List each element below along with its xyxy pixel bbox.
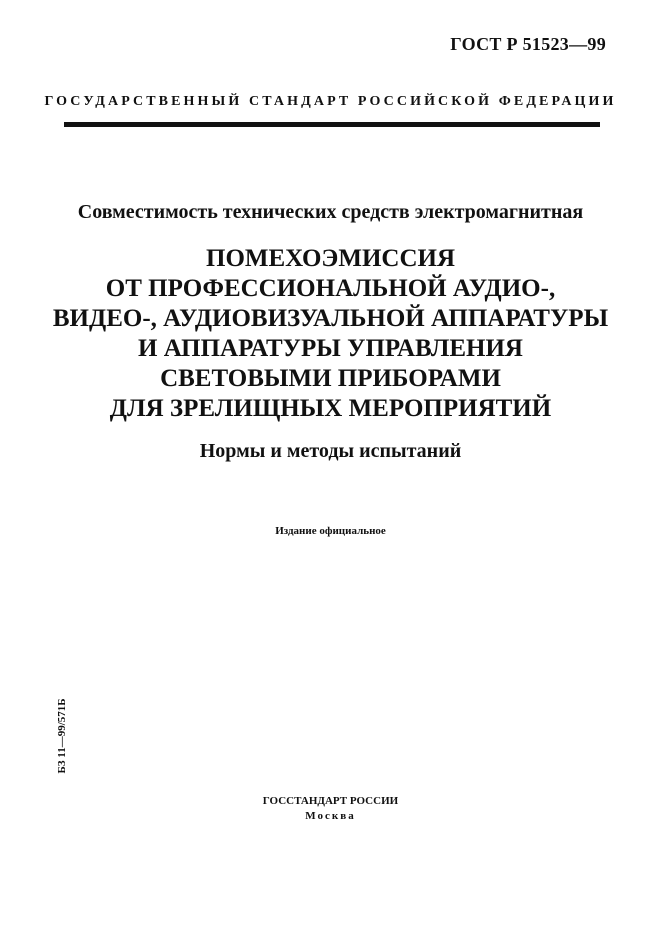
title-line: ПОМЕХОЭМИССИЯ	[206, 245, 455, 272]
publisher-city: Москва	[305, 810, 356, 822]
standard-subtitle: Нормы и методы испытаний	[199, 440, 462, 462]
publisher-block	[0, 794, 661, 824]
title-line: ВИДЕО-, АУДИОВИЗУАЛЬНОЙ АППАРАТУРЫ	[52, 305, 609, 332]
title-line: ОТ ПРОФЕССИОНАЛЬНОЙ АУДИО-,	[105, 275, 556, 302]
title-line: И АППАРАТУРЫ УПРАВЛЕНИЯ	[138, 335, 523, 362]
title-line: ДЛЯ ЗРЕЛИЩНЫХ МЕРОПРИЯТИЙ	[109, 395, 552, 422]
side-code: БЗ 11—99/571Б	[56, 698, 68, 774]
title-line: СВЕТОВЫМИ ПРИБОРАМИ	[160, 365, 501, 392]
standard-number: ГОСТ Р 51523—99	[450, 34, 606, 54]
header-divider	[64, 122, 600, 127]
standard-header: ГОСУДАРСТВЕННЫЙ СТАНДАРТ РОССИЙСКОЙ ФЕДЕРАЦИИ	[44, 94, 617, 109]
standard-pre-title: Совместимость технических средств электромагнитная	[77, 201, 584, 223]
edition-note: Издание официальное	[275, 525, 386, 537]
standard-title	[0, 244, 661, 424]
publisher-name: ГОССТАНДАРТ РОССИИ	[262, 795, 399, 807]
